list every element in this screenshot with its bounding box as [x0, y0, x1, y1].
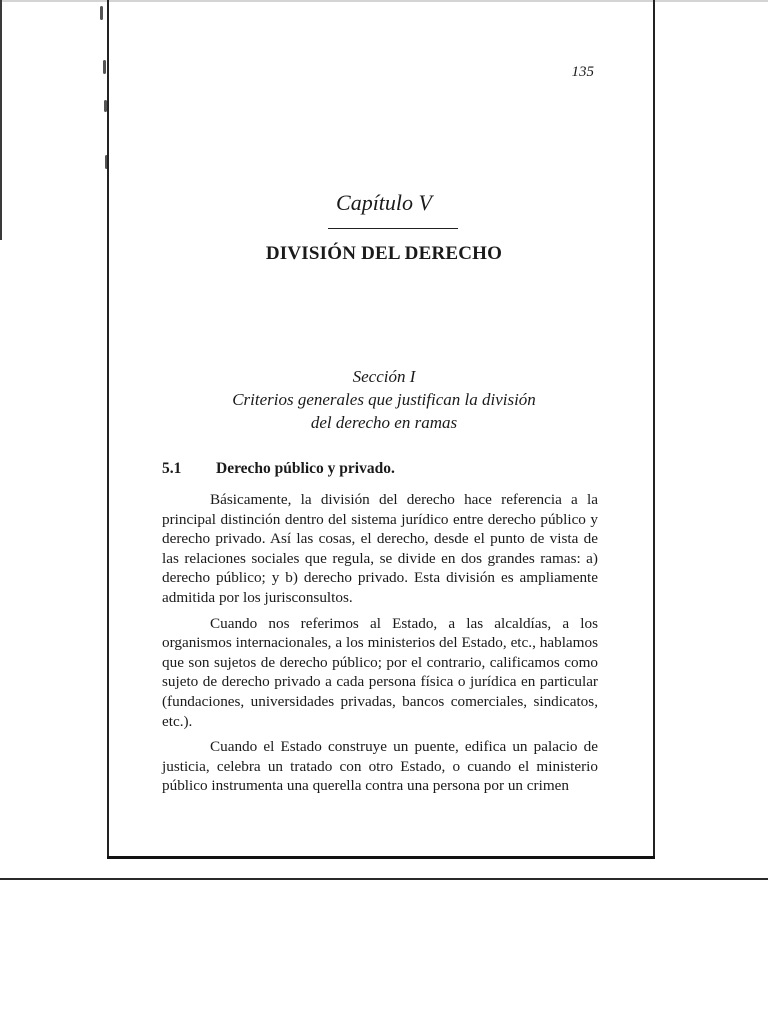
chapter-label: Capítulo V: [336, 190, 432, 215]
chapter-rule: [328, 228, 458, 229]
paragraph: Básicamente, la división del derecho hace referencia a la principal distinción dentro del sistema jurídico entre derecho público y derecho privado. Así las cosas, el derecho, desde el punto de vista de las relaciones sociales que regula, se divide en dos grandes ramas: a) derecho público; y b) derecho privado. Esta división es ampliamente admitida por los jurisconsultos.: [162, 491, 598, 606]
section-heading: [0, 365, 768, 434]
scan-mark: [100, 6, 103, 20]
subsection-title: Derecho público y privado.: [216, 460, 395, 477]
section-label: Sección I: [352, 367, 416, 386]
subsection-heading: [162, 460, 395, 478]
section-title-line-1: Criterios generales que justifican la división: [232, 390, 536, 409]
page-frame-bottom-rule: [107, 856, 655, 859]
section-title-line-2: del derecho en ramas: [310, 413, 458, 432]
body-text: [162, 490, 598, 802]
chapter-title: DIVISIÓN DEL DERECHO: [265, 243, 503, 264]
paragraph: Cuando el Estado construye un puente, edifica un palacio de justicia, celebra un tratado con otro Estado, o cuando el ministerio público instrumenta una querella contra una persona por un crimen: [162, 738, 598, 795]
scan-mark: [103, 60, 106, 74]
page-number: 135: [571, 64, 594, 80]
subsection-number: 5.1: [162, 460, 182, 477]
scan-edge-bottom: [0, 878, 768, 880]
paragraph: Cuando nos referimos al Estado, a las alcaldías, a los organismos internacionales, a los ministerios del Estado, etc., hablamos que son sujetos de derecho público; por el contrario, calificamos como sujeto de derecho privado a cada persona física o jurídica en particular (fundaciones, universidades privadas, bancos comerciales, sindicatos, etc.).: [162, 614, 598, 730]
